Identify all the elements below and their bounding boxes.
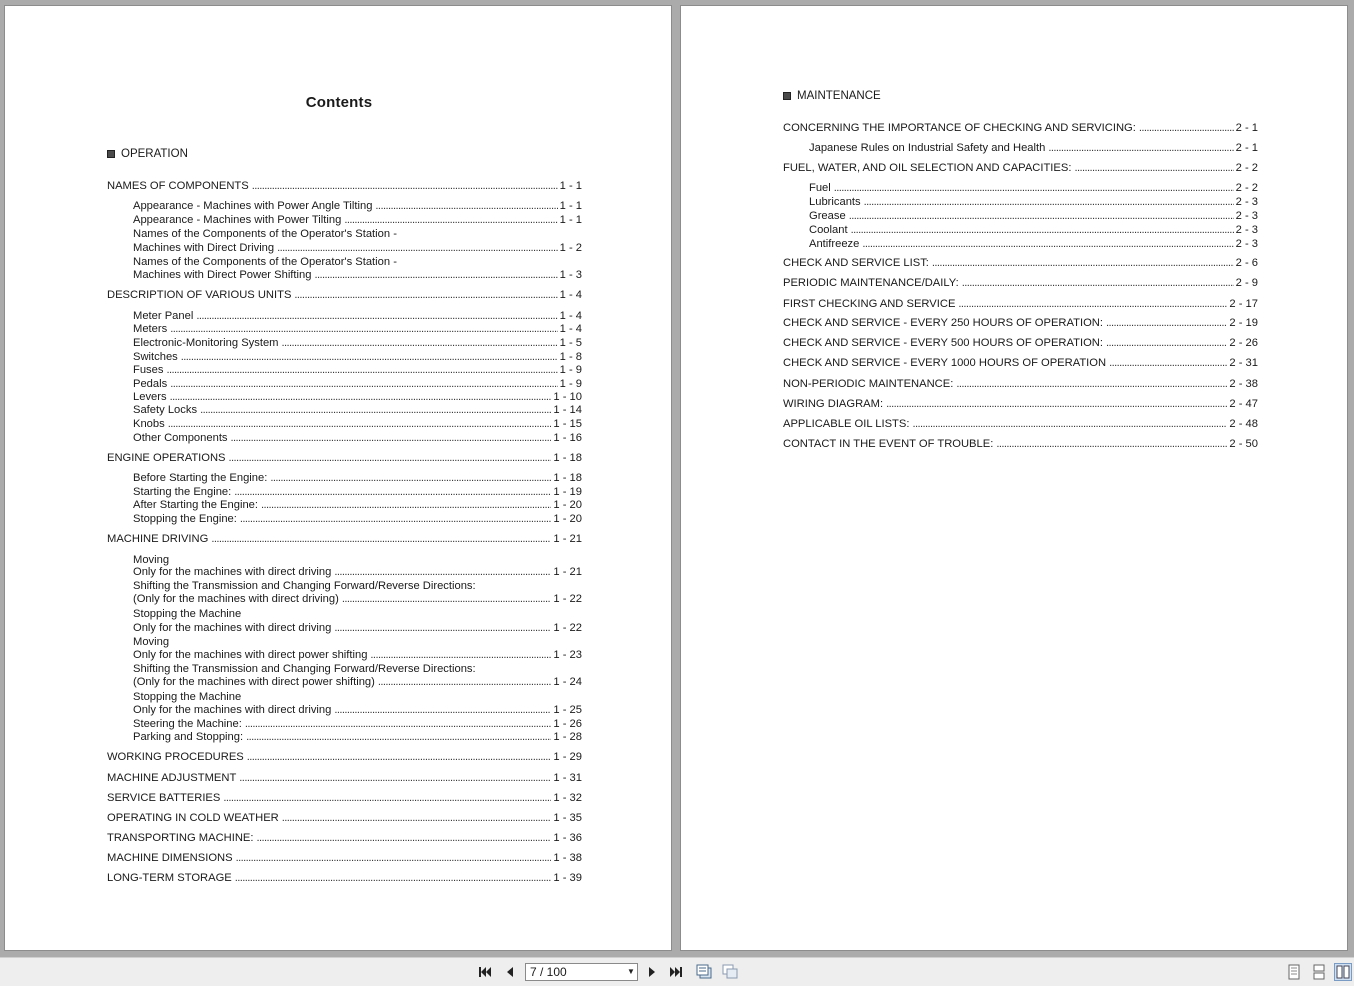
- toc-entry-label: Meter Panel: [133, 310, 194, 322]
- toc-entry-page: 1 - 19: [553, 486, 582, 498]
- dot-leader: [294, 289, 557, 302]
- toc-entry: [133, 622, 582, 635]
- toc-entry-page: 2 - 9: [1235, 277, 1258, 289]
- single-page-view-icon[interactable]: [1285, 963, 1303, 981]
- toc-entry: [809, 224, 1258, 237]
- toc-entry-page: 1 - 1: [559, 200, 582, 212]
- toc-entry-label: CHECK AND SERVICE - EVERY 1000 HOURS OF OPERATION: [783, 357, 1107, 369]
- toc-entry: [107, 289, 582, 302]
- toc-entry-page: 1 - 22: [553, 622, 582, 634]
- toc-entry-label: Meters: [133, 323, 168, 335]
- toc-entry-label: After Starting the Engine:: [133, 499, 259, 511]
- square-bullet-icon: [783, 92, 791, 100]
- toc-entry-page: 1 - 3: [559, 269, 582, 281]
- toc-entry-page: 1 - 20: [553, 499, 582, 511]
- dot-leader: [344, 214, 557, 227]
- toc-entry-label: Pedals: [133, 378, 168, 390]
- right-document-page: [680, 5, 1348, 951]
- toc-entry-label: Names of the Components of the Operator's Station -: [133, 228, 397, 240]
- toc-entry-page: 1 - 1: [559, 214, 582, 226]
- toc-entry: [809, 196, 1258, 209]
- toc-entry: [133, 676, 582, 689]
- dot-leader: [314, 269, 557, 282]
- toc-entry-page: 2 - 6: [1235, 257, 1258, 269]
- toc-entry-page: 1 - 18: [553, 472, 582, 484]
- dot-leader: [229, 452, 552, 465]
- toc-entry-page: 1 - 29: [553, 751, 582, 763]
- toc-entry-page: 2 - 3: [1235, 238, 1258, 250]
- toc-entry-label: Fuses: [133, 364, 164, 376]
- toc-entry-label: MACHINE DRIVING: [107, 533, 209, 545]
- fit-page-icon[interactable]: [721, 963, 739, 981]
- toc-entry: [783, 317, 1258, 330]
- toc-entry: [783, 337, 1258, 350]
- toc-entry-label: Knobs: [133, 418, 165, 430]
- toc-entry-label: OPERATING IN COLD WEATHER: [107, 812, 279, 824]
- dot-leader: [851, 224, 1234, 237]
- toc-entry: [809, 142, 1258, 155]
- dot-leader: [170, 323, 557, 336]
- toc-entry-page: 1 - 2: [559, 242, 582, 254]
- last-page-icon[interactable]: [667, 963, 685, 981]
- toc-entry: [107, 852, 582, 865]
- toc-entry: [133, 649, 582, 662]
- toc-entry-label: CHECK AND SERVICE LIST:: [783, 257, 929, 269]
- dot-leader: [996, 438, 1227, 451]
- dot-leader: [261, 499, 551, 512]
- toc-entry-label: ENGINE OPERATIONS: [107, 452, 226, 464]
- toc-entry-label: Moving: [133, 554, 170, 566]
- toc-entry: [133, 242, 582, 255]
- toc-entry-label: (Only for the machines with direct power shifting): [133, 676, 375, 688]
- toc-entry-page: 1 - 28: [553, 731, 582, 743]
- toc-entry-page: 1 - 4: [559, 289, 582, 301]
- toc-entry: [133, 310, 582, 323]
- section-heading-maintenance: MAINTENANCE: [783, 90, 881, 103]
- toc-entry-label: Machines with Direct Power Shifting: [133, 269, 312, 281]
- toc-entry: [107, 792, 582, 805]
- dot-leader: [240, 513, 552, 526]
- toc-entry-label: DESCRIPTION OF VARIOUS UNITS: [107, 289, 292, 301]
- toc-entry: [783, 298, 1258, 311]
- toc-entry-label: LONG-TERM STORAGE: [107, 872, 232, 884]
- first-page-icon[interactable]: [476, 963, 494, 981]
- toc-entry: [133, 499, 582, 512]
- dot-leader: [211, 533, 551, 546]
- left-document-page: [4, 5, 672, 951]
- dot-leader: [170, 378, 557, 391]
- toc-entry-page: 1 - 21: [553, 533, 582, 545]
- toc-entry-page: 2 - 1: [1235, 142, 1258, 154]
- dot-leader: [932, 257, 1234, 270]
- dot-leader: [277, 242, 557, 255]
- dot-leader: [168, 418, 552, 431]
- toc-entry: [133, 432, 582, 445]
- toc-entry-label: Coolant: [809, 224, 848, 236]
- toc-entry: [133, 566, 582, 579]
- toc-entry-label: Levers: [133, 391, 167, 403]
- dot-leader: [236, 852, 552, 865]
- toc-entry-label: MACHINE DIMENSIONS: [107, 852, 233, 864]
- toc-entry-label: Safety Locks: [133, 404, 198, 416]
- previous-page-icon[interactable]: [501, 963, 519, 981]
- two-page-view-icon[interactable]: [1334, 963, 1352, 981]
- toc-entry-page: 2 - 3: [1235, 196, 1258, 208]
- toc-entry-page: 1 - 22: [553, 593, 582, 605]
- toc-entry-page: 2 - 2: [1235, 162, 1258, 174]
- toc-entry: [133, 704, 582, 717]
- toc-entry-label: MACHINE ADJUSTMENT: [107, 772, 237, 784]
- dot-leader: [342, 593, 552, 606]
- toc-entry-label: Electronic-Monitoring System: [133, 337, 279, 349]
- viewer-toolbar: [0, 957, 1354, 986]
- dot-leader: [334, 704, 551, 717]
- dot-leader: [862, 238, 1233, 251]
- toc-entry-label: Antifreeze: [809, 238, 860, 250]
- toc-entry-page: 1 - 16: [553, 432, 582, 444]
- dot-leader: [334, 622, 551, 635]
- dot-leader: [257, 832, 552, 845]
- square-bullet-icon: [107, 150, 115, 158]
- toc-entry: [809, 182, 1258, 195]
- toc-entry-label: (Only for the machines with direct driving): [133, 593, 339, 605]
- toc-entry-page: 2 - 3: [1235, 224, 1258, 236]
- toc-entry-page: 2 - 17: [1229, 298, 1258, 310]
- toc-entry-label: Other Components: [133, 432, 228, 444]
- toc-entry-page: 1 - 5: [559, 337, 582, 349]
- toc-entry: [133, 323, 582, 336]
- dot-leader: [849, 210, 1234, 223]
- toc-entry-page: 1 - 36: [553, 832, 582, 844]
- toc-entry-label: SERVICE BATTERIES: [107, 792, 221, 804]
- toc-entry-page: 1 - 21: [553, 566, 582, 578]
- toc-entry: [107, 751, 582, 764]
- toc-entry-page: 2 - 3: [1235, 210, 1258, 222]
- toc-entry: [133, 731, 582, 744]
- dot-leader: [1106, 317, 1227, 330]
- dot-leader: [247, 751, 552, 764]
- toc-entry-page: 1 - 39: [553, 872, 582, 884]
- toc-entry-label: Japanese Rules on Industrial Safety and Health: [809, 142, 1046, 154]
- toc-entry-page: 1 - 4: [559, 310, 582, 322]
- toc-entry: [133, 269, 582, 282]
- toc-entry-label: WORKING PROCEDURES: [107, 751, 244, 763]
- dot-leader: [1048, 142, 1233, 155]
- toc-entry: [783, 277, 1258, 290]
- toc-entry-page: 1 - 25: [553, 704, 582, 716]
- toc-entry-label: Before Starting the Engine:: [133, 472, 268, 484]
- toc-entry: [783, 418, 1258, 431]
- toc-entry-label: Appearance - Machines with Power Angle Tilting: [133, 200, 373, 212]
- toc-entry: [809, 210, 1258, 223]
- toc-entry-label: Steering the Machine:: [133, 718, 242, 730]
- fit-width-icon[interactable]: [695, 963, 713, 981]
- toc-entry-label: Names of the Components of the Operator's Station -: [133, 256, 397, 268]
- toc-entry-page: 1 - 32: [553, 792, 582, 804]
- toc-entry-label: Only for the machines with direct driving: [133, 566, 332, 578]
- dot-leader: [375, 200, 557, 213]
- toc-entry: [783, 162, 1258, 175]
- dot-leader: [1109, 357, 1227, 370]
- toc-entry-page: 1 - 26: [553, 718, 582, 730]
- toc-entry: [133, 486, 582, 499]
- toc-entry-page: 2 - 2: [1235, 182, 1258, 194]
- toc-entry-page: 1 - 24: [553, 676, 582, 688]
- toc-entry-page: 2 - 19: [1229, 317, 1258, 329]
- dot-leader: [181, 351, 558, 364]
- toc-entry-page: 1 - 9: [559, 378, 582, 390]
- toc-entry-label: Machines with Direct Driving: [133, 242, 275, 254]
- next-page-icon[interactable]: [643, 963, 661, 981]
- toc-entry: [133, 214, 582, 227]
- toc-entry-page: 1 - 8: [559, 351, 582, 363]
- toc-entry: [107, 872, 582, 885]
- toc-entry: [133, 418, 582, 431]
- dot-leader: [245, 718, 552, 731]
- toc-entry-page: 2 - 26: [1229, 337, 1258, 349]
- dot-leader: [886, 398, 1227, 411]
- toc-entry-label: CONTACT IN THE EVENT OF TROUBLE:: [783, 438, 994, 450]
- toc-entry-label: Appearance - Machines with Power Tilting: [133, 214, 342, 226]
- toc-entry-label: Only for the machines with direct driving: [133, 622, 332, 634]
- dot-leader: [334, 566, 551, 579]
- dot-leader: [270, 472, 551, 485]
- dot-leader: [196, 310, 557, 323]
- dot-leader: [223, 792, 551, 805]
- dot-leader: [962, 277, 1234, 290]
- toc-entry: [783, 438, 1258, 451]
- dot-leader: [234, 486, 551, 499]
- toc-entry-label: Only for the machines with direct power shifting: [133, 649, 368, 661]
- toc-entry-page: 2 - 47: [1229, 398, 1258, 410]
- dot-leader: [1074, 162, 1233, 175]
- toc-entry: [107, 812, 582, 825]
- dot-leader: [252, 180, 558, 193]
- toc-entry: [133, 337, 582, 350]
- toc-entry-label: FIRST CHECKING AND SERVICE: [783, 298, 956, 310]
- dot-leader: [170, 391, 552, 404]
- toc-entry-label: Stopping the Machine: [133, 608, 242, 620]
- toc-entry-label: NON-PERIODIC MAINTENANCE:: [783, 378, 954, 390]
- toc-entry-page: 1 - 14: [553, 404, 582, 416]
- toc-entry: [783, 122, 1258, 135]
- toc-entry-label: CHECK AND SERVICE - EVERY 250 HOURS OF OPERATION:: [783, 317, 1103, 329]
- dot-leader: [282, 337, 558, 350]
- toc-entry-label: CONCERNING THE IMPORTANCE OF CHECKING AND SERVICING:: [783, 122, 1136, 134]
- toc-entry-label: Parking and Stopping:: [133, 731, 244, 743]
- toc-entry-label: Moving: [133, 636, 170, 648]
- toc-entry-label: NAMES OF COMPONENTS: [107, 180, 249, 192]
- toc-entry: [133, 364, 582, 377]
- toc-entry-label: Shifting the Transmission and Changing Forward/Reverse Directions:: [133, 580, 476, 592]
- dot-leader: [864, 196, 1234, 209]
- page-number-value: 7 / 100: [530, 965, 567, 979]
- toc-entry-label: APPLICABLE OIL LISTS:: [783, 418, 910, 430]
- dot-leader: [235, 872, 552, 885]
- dot-leader: [912, 418, 1227, 431]
- toc-entry-page: 1 - 10: [553, 391, 582, 403]
- section-heading-operation: OPERATION: [107, 148, 188, 161]
- toc-entry: [783, 257, 1258, 270]
- toc-entry-label: Stopping the Machine: [133, 691, 242, 703]
- toc-entry: [133, 378, 582, 391]
- toc-entry: [133, 593, 582, 606]
- dot-leader: [834, 182, 1234, 195]
- toc-entry-page: 1 - 31: [553, 772, 582, 784]
- toc-entry-label: Switches: [133, 351, 178, 363]
- toc-entry: [133, 513, 582, 526]
- toc-entry-label: Only for the machines with direct driving: [133, 704, 332, 716]
- toc-entry-page: 1 - 23: [553, 649, 582, 661]
- toc-entry: [107, 452, 582, 465]
- toc-entry-label: CHECK AND SERVICE - EVERY 500 HOURS OF OPERATION:: [783, 337, 1103, 349]
- toc-entry-label: Grease: [809, 210, 846, 222]
- toc-entry-page: 1 - 18: [553, 452, 582, 464]
- toc-entry-page: 1 - 9: [559, 364, 582, 376]
- dot-leader: [1139, 122, 1234, 135]
- continuous-view-icon[interactable]: [1310, 963, 1328, 981]
- toc-entry: [133, 404, 582, 417]
- dot-leader: [246, 731, 551, 744]
- dot-leader: [166, 364, 557, 377]
- toc-entry-label: TRANSPORTING MACHINE:: [107, 832, 254, 844]
- toc-entry-page: 2 - 31: [1229, 357, 1258, 369]
- toc-entry-label: FUEL, WATER, AND OIL SELECTION AND CAPACITIES:: [783, 162, 1072, 174]
- dot-leader: [370, 649, 551, 662]
- page-number-field[interactable]: [525, 963, 638, 981]
- toc-entry: [107, 832, 582, 845]
- toc-entry-label: Stopping the Engine:: [133, 513, 237, 525]
- toc-entry-page: 2 - 1: [1235, 122, 1258, 134]
- dot-leader: [239, 772, 551, 785]
- toc-entry-page: 2 - 48: [1229, 418, 1258, 430]
- toc-entry: [133, 391, 582, 404]
- dot-leader: [378, 676, 552, 689]
- toc-entry: [133, 200, 582, 213]
- dot-leader: [231, 432, 552, 445]
- toc-entry: [133, 472, 582, 485]
- toc-entry: [809, 238, 1258, 251]
- dot-leader: [958, 298, 1227, 311]
- toc-entry-page: 2 - 50: [1229, 438, 1258, 450]
- chevron-down-icon[interactable]: ▼: [627, 967, 635, 976]
- toc-entry: [107, 533, 582, 546]
- toc-entry-page: 1 - 38: [553, 852, 582, 864]
- toc-entry: [783, 357, 1258, 370]
- toc-entry-page: 1 - 20: [553, 513, 582, 525]
- toc-entry-page: 2 - 38: [1229, 378, 1258, 390]
- toc-entry: [133, 718, 582, 731]
- toc-entry-label: Fuel: [809, 182, 831, 194]
- dot-leader: [956, 378, 1227, 391]
- toc-entry-label: Lubricants: [809, 196, 861, 208]
- dot-leader: [1106, 337, 1227, 350]
- toc-entry-page: 1 - 15: [553, 418, 582, 430]
- toc-entry: [107, 772, 582, 785]
- toc-entry-label: WIRING DIAGRAM:: [783, 398, 884, 410]
- toc-entry: [783, 378, 1258, 391]
- toc-entry-page: 1 - 4: [559, 323, 582, 335]
- toc-entry-label: Starting the Engine:: [133, 486, 232, 498]
- toc-entry-label: PERIODIC MAINTENANCE/DAILY:: [783, 277, 959, 289]
- toc-entry: [133, 351, 582, 364]
- toc-entry: [783, 398, 1258, 411]
- toc-entry-page: 1 - 1: [559, 180, 582, 192]
- toc-entry: [107, 180, 582, 193]
- toc-entry-label: Shifting the Transmission and Changing Forward/Reverse Directions:: [133, 663, 476, 675]
- contents-title: Contents: [305, 94, 373, 111]
- dot-leader: [200, 404, 551, 417]
- toc-entry-page: 1 - 35: [553, 812, 582, 824]
- dot-leader: [282, 812, 552, 825]
